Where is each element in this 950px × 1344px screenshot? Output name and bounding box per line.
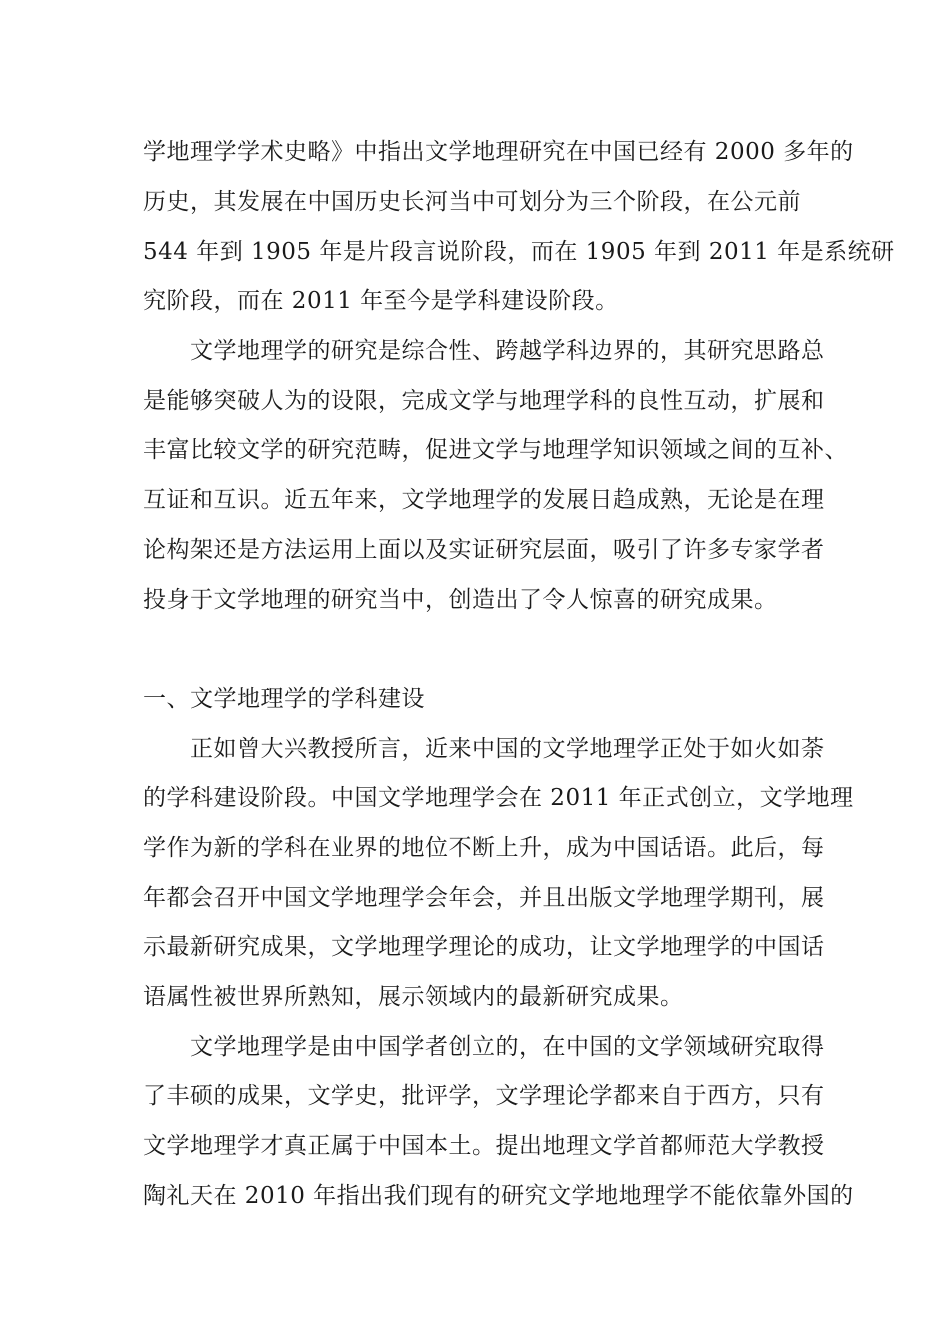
paragraph-line: 丰富比较文学的研究范畴，促进文学与地理学知识领域之间的互补、 [143,437,848,463]
paragraph-line: 文学地理学的研究是综合性、跨越学科边界的，其研究思路总 [190,338,825,364]
paragraph-line: 544 年到 1905 年是片段言说阶段，而在 1905 年到 2011 年是系统研 [143,239,895,265]
paragraph-line: 正如曾大兴教授所言，近来中国的文学地理学正处于如火如荼 [190,736,825,762]
paragraph-line: 学作为新的学科在业界的地位不断上升，成为中国话语。此后，每 [143,835,825,861]
paragraph-line: 投身于文学地理的研究当中，创造出了令人惊喜的研究成果。 [143,587,778,613]
paragraph-line: 是能够突破人为的设限，完成文学与地理学科的良性互动，扩展和 [143,388,825,414]
paragraph-line: 究阶段，而在 2011 年至今是学科建设阶段。 [143,288,619,314]
section-heading: 一、文学地理学的学科建设 [143,686,425,712]
paragraph-line: 互证和互识。近五年来，文学地理学的发展日趋成熟，无论是在理 [143,487,825,513]
paragraph-line: 年都会召开中国文学地理学会年会，并且出版文学地理学期刊，展 [143,885,825,911]
paragraph-line: 了丰硕的成果，文学史，批评学，文学理论学都来自于西方，只有 [143,1083,825,1109]
paragraph-line: 文学地理学才真正属于中国本土。提出地理文学首都师范大学教授 [143,1133,825,1159]
paragraph-line: 的学科建设阶段。中国文学地理学会在 2011 年正式创立，文学地理 [143,785,854,811]
paragraph-line: 语属性被世界所熟知，展示领域内的最新研究成果。 [143,984,684,1010]
paragraph-line: 文学地理学是由中国学者创立的，在中国的文学领域研究取得 [190,1034,825,1060]
paragraph-line: 论构架还是方法运用上面以及实证研究层面，吸引了许多专家学者 [143,537,825,563]
paragraph-line: 学地理学学术史略》中指出文学地理研究在中国已经有 2000 多年的 [143,139,854,165]
paragraph-line: 历史，其发展在中国历史长河当中可划分为三个阶段，在公元前 [143,189,801,215]
paragraph-line: 示最新研究成果，文学地理学理论的成功，让文学地理学的中国话 [143,934,825,960]
paragraph-line: 陶礼天在 2010 年指出我们现有的研究文学地地理学不能依靠外国的 [143,1183,854,1209]
